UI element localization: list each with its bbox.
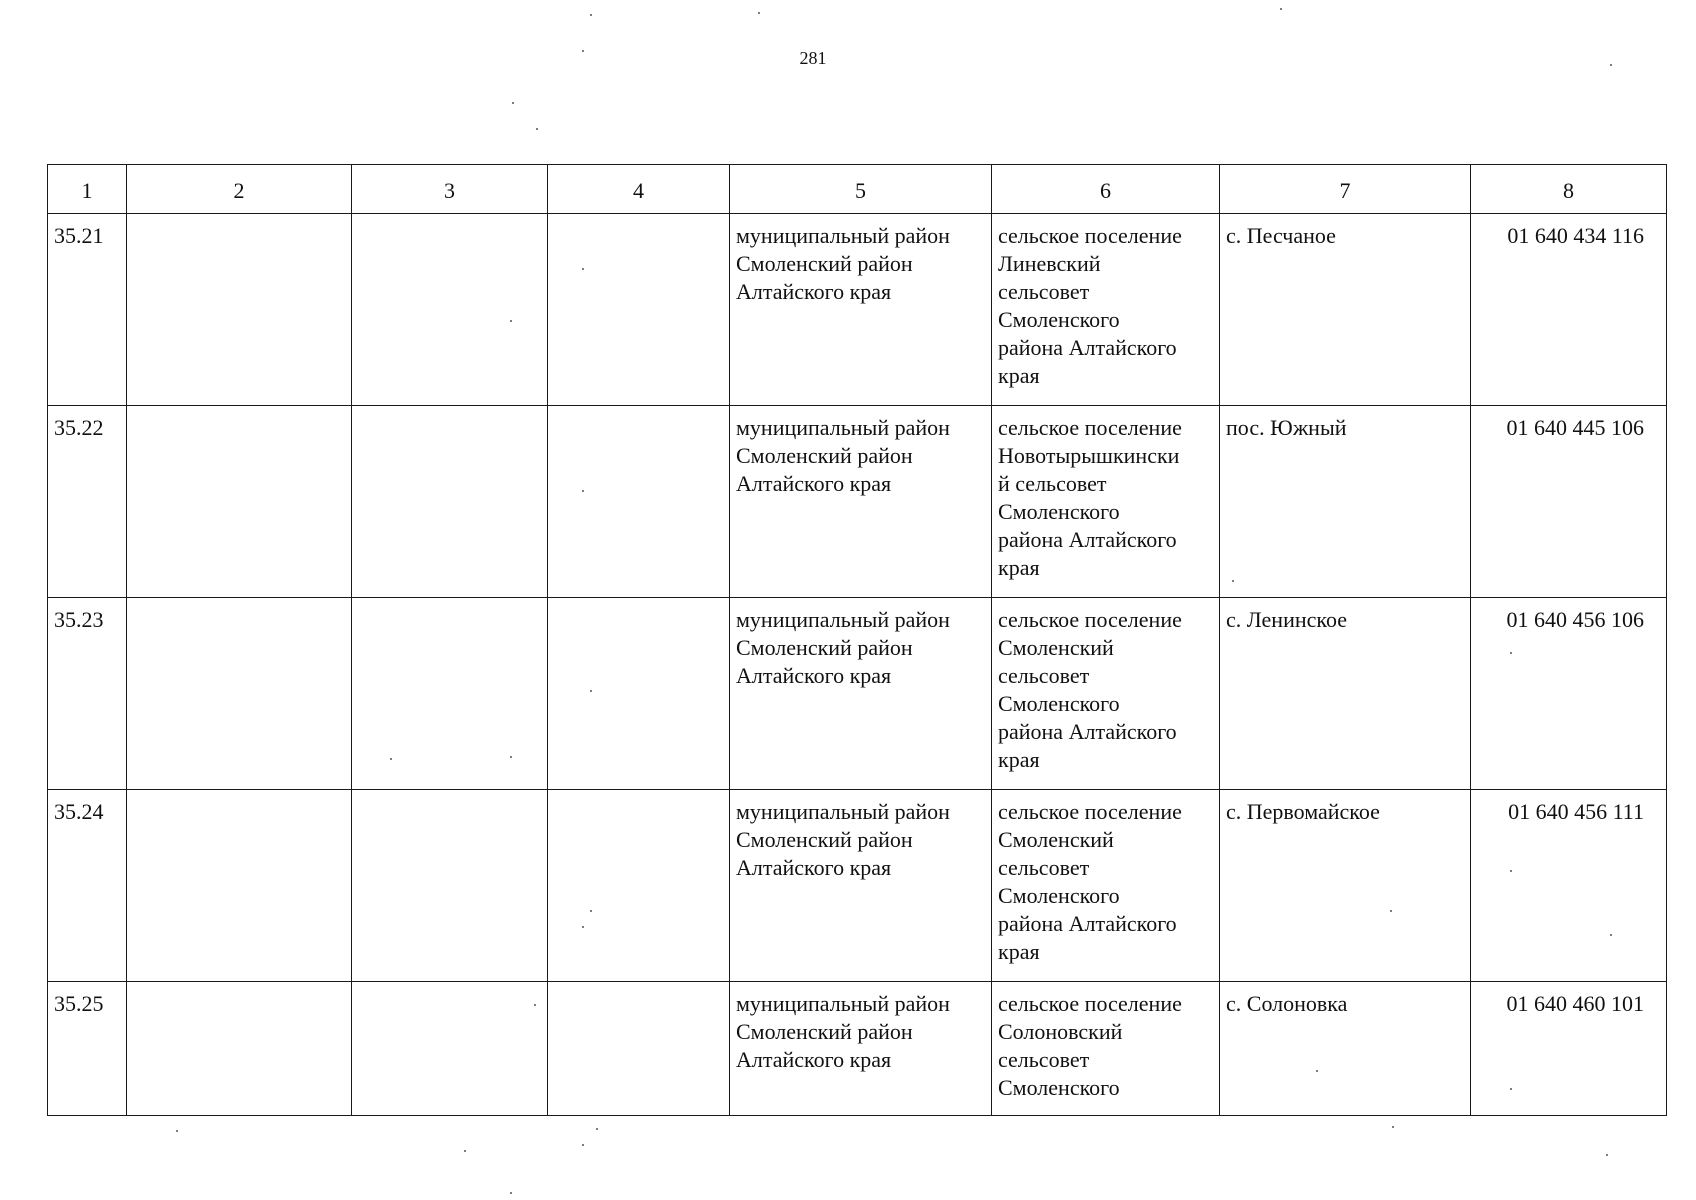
cell-col-3 <box>352 790 548 982</box>
scan-speck <box>1316 1070 1318 1072</box>
scan-speck <box>758 12 760 14</box>
column-header: 4 <box>548 165 730 214</box>
table-row <box>48 406 1667 598</box>
cell-district: муниципальный район Смоленский район Алтайского края <box>730 214 992 406</box>
row-number: 35.24 <box>48 790 127 982</box>
scan-speck <box>582 490 584 492</box>
cell-district: муниципальный район Смоленский район Алтайского края <box>730 982 992 1116</box>
cell-code: 01 640 460 101 <box>1471 982 1667 1116</box>
scan-speck <box>390 758 392 760</box>
scan-speck <box>536 128 538 130</box>
cell-settlement: сельское поселение Линевский сельсовет Смоленского района Алтайского края <box>992 214 1220 406</box>
scan-speck <box>590 14 592 16</box>
cell-locality: с. Ленинское <box>1220 598 1471 790</box>
cell-col-2 <box>127 790 352 982</box>
scan-speck <box>582 1144 584 1146</box>
scan-speck <box>1610 64 1612 66</box>
cell-district: муниципальный район Смоленский район Алтайского края <box>730 790 992 982</box>
cell-col-4 <box>548 790 730 982</box>
scan-speck <box>1510 652 1512 654</box>
cell-locality: с. Первомайское <box>1220 790 1471 982</box>
scan-speck <box>1390 910 1392 912</box>
cell-col-2 <box>127 214 352 406</box>
row-number: 35.21 <box>48 214 127 406</box>
table-row <box>48 598 1667 790</box>
table-row <box>48 790 1667 982</box>
cell-locality: с. Солоновка <box>1220 982 1471 1116</box>
row-number: 35.23 <box>48 598 127 790</box>
cell-settlement: сельское поселение Солоновский сельсовет Смоленского <box>992 982 1220 1116</box>
page-number: 281 <box>799 48 827 68</box>
scan-speck <box>582 926 584 928</box>
scan-speck <box>1510 1088 1512 1090</box>
scan-speck <box>1280 8 1282 10</box>
scan-speck <box>582 50 584 52</box>
column-header: 1 <box>48 165 127 214</box>
scan-speck <box>1392 1126 1394 1128</box>
scan-speck <box>582 268 584 270</box>
scan-speck <box>590 910 592 912</box>
cell-settlement: сельское поселение Новотырышкински й сельсовет Смоленского района Алтайского края <box>992 406 1220 598</box>
scan-speck <box>1232 580 1234 582</box>
column-header: 8 <box>1471 165 1667 214</box>
scan-speck <box>464 1150 466 1152</box>
cell-code: 01 640 434 116 <box>1471 214 1667 406</box>
cell-col-3 <box>352 214 548 406</box>
row-number: 35.22 <box>48 406 127 598</box>
row-number: 35.25 <box>48 982 127 1116</box>
cell-col-3 <box>352 598 548 790</box>
cell-col-4 <box>548 982 730 1116</box>
column-header: 2 <box>127 165 352 214</box>
column-header: 3 <box>352 165 548 214</box>
scan-speck <box>510 320 512 322</box>
header-row <box>48 165 1667 214</box>
scan-speck <box>512 102 514 104</box>
scan-speck <box>1610 934 1612 936</box>
column-header: 7 <box>1220 165 1471 214</box>
cell-locality: пос. Южный <box>1220 406 1471 598</box>
cell-district: муниципальный район Смоленский район Алтайского края <box>730 598 992 790</box>
table-row <box>48 982 1667 1116</box>
cell-col-2 <box>127 598 352 790</box>
cell-col-4 <box>548 598 730 790</box>
scan-speck <box>176 1130 178 1132</box>
scan-speck <box>534 1004 536 1006</box>
scan-speck <box>596 1128 598 1130</box>
scan-speck <box>1510 870 1512 872</box>
cell-code: 01 640 456 111 <box>1471 790 1667 982</box>
table-row <box>48 214 1667 406</box>
scan-speck <box>1606 1154 1608 1156</box>
scan-speck <box>510 1192 512 1194</box>
cell-col-2 <box>127 406 352 598</box>
column-header: 5 <box>730 165 992 214</box>
column-header: 6 <box>992 165 1220 214</box>
cell-code: 01 640 445 106 <box>1471 406 1667 598</box>
cell-col-2 <box>127 982 352 1116</box>
cell-locality: с. Песчаное <box>1220 214 1471 406</box>
scan-speck <box>590 690 592 692</box>
cell-col-4 <box>548 406 730 598</box>
registry-table <box>47 164 1667 1116</box>
cell-col-4 <box>548 214 730 406</box>
cell-code: 01 640 456 106 <box>1471 598 1667 790</box>
cell-col-3 <box>352 406 548 598</box>
cell-col-3 <box>352 982 548 1116</box>
cell-district: муниципальный район Смоленский район Алтайского края <box>730 406 992 598</box>
cell-settlement: сельское поселение Смоленский сельсовет Смоленского района Алтайского края <box>992 598 1220 790</box>
scan-speck <box>510 756 512 758</box>
cell-settlement: сельское поселение Смоленский сельсовет Смоленского района Алтайского края <box>992 790 1220 982</box>
